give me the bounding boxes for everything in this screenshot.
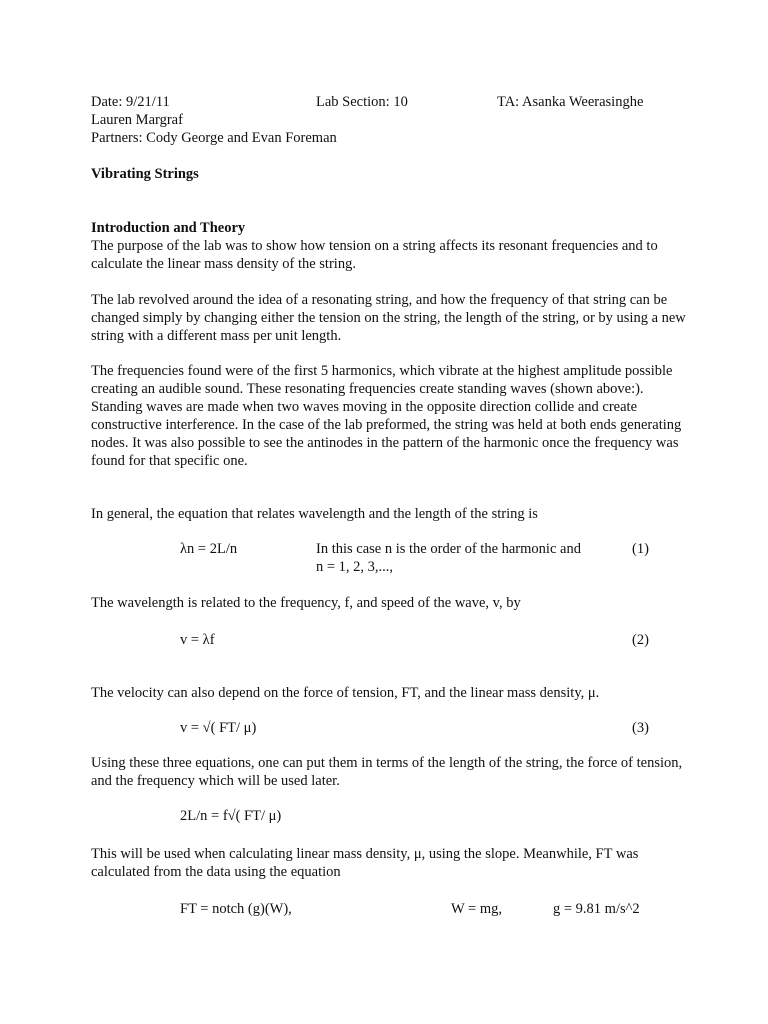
header-ta: TA: Asanka Weerasinghe [497,94,644,110]
equation-4: 2L/n = f√( FT/ μ) [180,808,282,824]
equation-5-tension: FT = notch (g)(W), [180,901,292,917]
paragraph-mass-density: This will be used when calculating linear mass density, μ, using the slope. Meanwhile, FT was calculated from the data using the equation [91,846,639,880]
equation-5-gravity: g = 9.81 m/s^2 [553,901,640,917]
paragraph-resonating-string: The lab revolved around the idea of a resonating string, and how the frequency of that string can be changed simply by changing either the tension on the string, the length of the string, or by using a new string with a different mass per unit length. [91,292,686,344]
equation-5-weight: W = mg, [451,901,503,917]
equation-2-number: (2) [632,632,649,648]
header-author: Lauren Margraf [91,112,183,128]
equation-1-number: (1) [632,541,649,557]
header-date: Date: 9/21/11 [91,94,170,110]
section-heading: Introduction and Theory [91,220,246,236]
paragraph-wavelength-intro: In general, the equation that relates wavelength and the length of the string is [91,506,538,522]
document-title: Vibrating Strings [91,166,199,182]
equation-2: v = λf [180,632,215,648]
paragraph-combined-equations: Using these three equations, one can put them in terms of the length of the string, the force of tension, and the frequency which will be used later. [91,755,683,789]
paragraph-harmonics: The frequencies found were of the first 5 harmonics, which vibrate at the highest amplitude possible creating an audible sound. These resonating frequencies create standing waves (shown above:). Standing waves are made when two waves moving in the opposite direction collide and create constructive interference. In the case of the lab preformed, the string was held at both ends generating nodes. It was also possible to see the antinodes in the pattern of the harmonic once the frequency was found for that specific one. [91,363,682,469]
equation-1-note-line1: In this case n is the order of the harmonic and [316,541,581,557]
paragraph-purpose: The purpose of the lab was to show how tension on a string affects its resonant frequencies and to calculate the linear mass density of the string. [91,238,658,272]
equation-1: λn = 2L/n [180,541,238,557]
paragraph-velocity-tension: The velocity can also depend on the force of tension, FT, and the linear mass density, μ. [91,685,600,701]
paragraph-wavelength-frequency: The wavelength is related to the frequency, f, and speed of the wave, v, by [91,595,521,611]
header-lab-section: Lab Section: 10 [316,94,408,110]
equation-3-number: (3) [632,720,649,736]
equation-1-note-line2: n = 1, 2, 3,..., [316,559,394,575]
header-partners: Partners: Cody George and Evan Foreman [91,130,337,146]
equation-3: v = √( FT/ μ) [180,720,257,736]
